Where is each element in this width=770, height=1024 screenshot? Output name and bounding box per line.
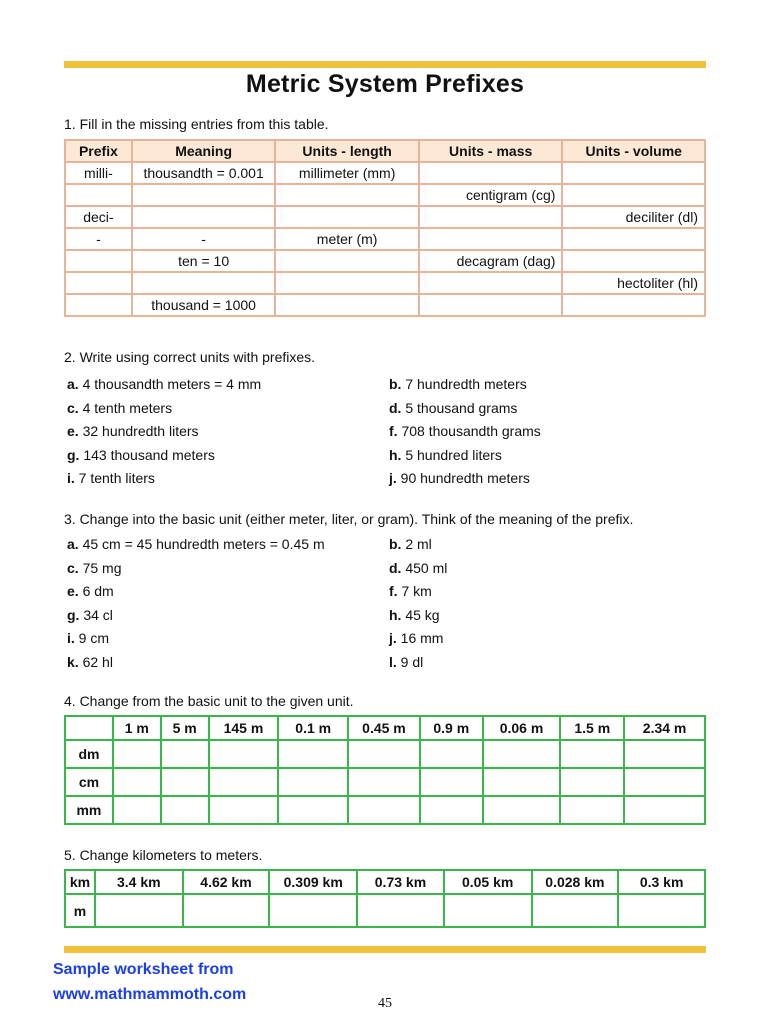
exercise-item: [389, 560, 447, 576]
answer-cell[interactable]: [278, 768, 348, 796]
corner-cell: [65, 716, 113, 740]
answer-cell[interactable]: [183, 894, 270, 927]
prefix-cell[interactable]: [275, 206, 419, 228]
exercise-item: [389, 630, 443, 646]
exercise-text: 4 thousandth meters = 4 mm: [82, 376, 262, 392]
km-conversion-table: [64, 869, 706, 928]
answer-cell[interactable]: [269, 894, 357, 927]
answer-cell[interactable]: [161, 796, 209, 824]
km-header: 3.4 km: [95, 870, 183, 894]
question-2-text: 2. Write using correct units with prefixes.: [64, 349, 316, 365]
exercise-item: [67, 583, 114, 599]
meter-header: 5 m: [161, 716, 209, 740]
exercise-label: i.: [67, 630, 75, 647]
answer-cell[interactable]: [113, 796, 161, 824]
prefix-cell[interactable]: milli-: [65, 162, 132, 184]
exercise-text: 5 hundred liters: [405, 446, 502, 463]
answer-cell[interactable]: [618, 894, 705, 927]
prefix-cell[interactable]: [419, 206, 563, 228]
exercise-text: 32 hundredth liters: [82, 423, 199, 440]
prefix-cell[interactable]: [132, 206, 276, 228]
answer-cell[interactable]: [420, 740, 483, 768]
m-label: m: [65, 894, 95, 927]
exercise-label: h.: [389, 446, 402, 463]
prefix-cell[interactable]: [65, 184, 132, 206]
question-3-exercises: [64, 536, 706, 678]
exercise-item: [67, 560, 122, 576]
answer-cell[interactable]: [532, 894, 619, 927]
prefix-cell[interactable]: [562, 294, 705, 316]
answer-cell[interactable]: [95, 894, 183, 927]
answer-cell[interactable]: [209, 740, 279, 768]
question-5-text: 5. Change kilometers to meters.: [64, 847, 263, 863]
header-prefix: Prefix: [65, 140, 132, 162]
exercise-label: l.: [389, 653, 397, 670]
page-number: 45: [378, 996, 392, 1011]
answer-cell[interactable]: [483, 796, 561, 824]
meter-header: 0.1 m: [278, 716, 348, 740]
exercise-row: [64, 536, 706, 560]
prefix-cell[interactable]: [65, 272, 132, 294]
unit-label: mm: [65, 796, 113, 824]
exercise-text: 45 cm = 45 hundredth meters = 0.45 m: [82, 536, 325, 552]
question-1-text: 1. Fill in the missing entries from this table.: [64, 116, 329, 132]
exercise-label: f.: [389, 423, 398, 440]
exercise-label: e.: [67, 583, 79, 600]
prefix-row: [65, 184, 705, 206]
km-header: 0.3 km: [618, 870, 705, 894]
exercise-label: a.: [67, 376, 79, 392]
prefix-cell[interactable]: millimeter (mm): [275, 162, 419, 184]
answer-cell[interactable]: [161, 740, 209, 768]
question-4-text: 4. Change from the basic unit to the given unit.: [64, 693, 354, 709]
km-header: 0.05 km: [444, 870, 532, 894]
exercise-label: c.: [67, 399, 79, 416]
km-header: 0.028 km: [532, 870, 619, 894]
conversion-table: [64, 715, 706, 825]
prefix-cell[interactable]: ten = 10: [132, 250, 276, 272]
prefix-cell[interactable]: [275, 272, 419, 294]
exercise-item: [67, 447, 215, 463]
exercise-label: g.: [67, 606, 80, 623]
prefix-cell[interactable]: [419, 162, 563, 184]
answer-cell[interactable]: [278, 796, 348, 824]
answer-cell[interactable]: [161, 768, 209, 796]
answer-cell[interactable]: [113, 768, 161, 796]
exercise-text: 75 mg: [82, 559, 122, 576]
prefix-row: [65, 250, 705, 272]
exercise-label: a.: [67, 536, 79, 552]
prefix-cell[interactable]: [419, 294, 563, 316]
answer-cell[interactable]: [420, 768, 483, 796]
prefix-cell[interactable]: [419, 228, 563, 250]
exercise-text: 7 km: [401, 583, 432, 600]
prefix-cell[interactable]: [275, 250, 419, 272]
exercise-item: [389, 470, 530, 486]
exercise-item: [67, 470, 155, 486]
answer-cell[interactable]: [348, 768, 420, 796]
page-title: Metric System Prefixes: [245, 70, 525, 98]
prefix-cell[interactable]: [275, 184, 419, 206]
exercise-item: [389, 376, 527, 392]
prefix-cell[interactable]: -: [65, 228, 132, 250]
exercise-text: 2 ml: [405, 536, 432, 552]
exercise-label: h.: [389, 606, 402, 623]
meter-header: 2.34 m: [624, 716, 705, 740]
exercise-label: k.: [67, 653, 79, 670]
meter-header: 1.5 m: [560, 716, 624, 740]
exercise-label: d.: [389, 559, 402, 576]
prefix-table: [64, 139, 706, 317]
prefix-cell[interactable]: -: [132, 228, 276, 250]
prefix-cell[interactable]: [562, 228, 705, 250]
answer-cell[interactable]: [348, 796, 420, 824]
prefix-cell[interactable]: [562, 162, 705, 184]
prefix-cell[interactable]: [419, 272, 563, 294]
exercise-label: i.: [67, 470, 75, 487]
exercise-text: 7 tenth liters: [78, 470, 155, 487]
prefix-cell[interactable]: [65, 294, 132, 316]
prefix-cell[interactable]: [562, 250, 705, 272]
exercise-label: f.: [389, 583, 398, 600]
exercise-item: [67, 400, 172, 416]
credit-link[interactable]: www.mathmammoth.com: [53, 986, 247, 1003]
exercise-item: [389, 423, 541, 439]
answer-cell[interactable]: [348, 740, 420, 768]
credit-line-1: Sample worksheet from: [53, 961, 234, 978]
unit-label: dm: [65, 740, 113, 768]
prefix-cell[interactable]: meter (m): [275, 228, 419, 250]
exercise-label: c.: [67, 559, 79, 576]
exercise-item: [389, 583, 432, 599]
km-header: 0.309 km: [269, 870, 357, 894]
exercise-item: [389, 447, 502, 463]
exercise-item: [67, 536, 325, 552]
exercise-item: [67, 607, 113, 623]
answer-cell[interactable]: [113, 740, 161, 768]
meter-header: 1 m: [113, 716, 161, 740]
exercise-text: 34 cl: [83, 606, 113, 623]
bottom-accent-bar: [64, 946, 706, 953]
exercise-row: [64, 654, 706, 678]
exercise-text: 9 cm: [78, 630, 110, 647]
exercise-text: 4 tenth meters: [82, 399, 173, 416]
question-3-text: 3. Change into the basic unit (either meter, liter, or gram). Think of the meaning of the prefix.: [64, 511, 634, 527]
exercise-item: [389, 654, 423, 670]
exercise-text: 6 dm: [82, 583, 114, 600]
header-volume: Units - volume: [562, 140, 705, 162]
prefix-cell[interactable]: thousandth = 0.001: [132, 162, 276, 184]
exercise-row: [64, 400, 706, 424]
answer-cell[interactable]: [560, 740, 624, 768]
exercise-row: [64, 423, 706, 447]
exercise-label: b.: [389, 376, 402, 392]
exercise-text: 9 dl: [400, 653, 424, 670]
exercise-text: 62 hl: [82, 653, 113, 670]
prefix-cell[interactable]: hectoliter (hl): [562, 272, 705, 294]
unit-label: cm: [65, 768, 113, 796]
exercise-item: [67, 630, 109, 646]
prefix-cell[interactable]: centigram (cg): [419, 184, 563, 206]
exercise-item: [67, 423, 199, 439]
exercise-label: e.: [67, 423, 79, 440]
answer-cell[interactable]: [560, 768, 624, 796]
answer-cell[interactable]: [420, 796, 483, 824]
km-label: km: [65, 870, 95, 894]
exercise-row: [64, 447, 706, 471]
answer-cell[interactable]: [209, 768, 279, 796]
meter-header: 145 m: [209, 716, 279, 740]
header-mass: Units - mass: [419, 140, 563, 162]
prefix-row: [65, 294, 705, 316]
prefix-cell[interactable]: [132, 272, 276, 294]
answer-cell[interactable]: [444, 894, 532, 927]
prefix-cell[interactable]: decagram (dag): [419, 250, 563, 272]
prefix-row: [65, 162, 705, 184]
exercise-row: [64, 376, 706, 400]
exercise-text: 90 hundredth meters: [400, 470, 530, 487]
answer-cell[interactable]: [483, 740, 561, 768]
exercise-row: [64, 583, 706, 607]
question-2-exercises: [64, 376, 706, 494]
header-length: Units - length: [275, 140, 419, 162]
meter-header: 0.45 m: [348, 716, 420, 740]
exercise-row: [64, 630, 706, 654]
exercise-text: 5 thousand grams: [405, 399, 518, 416]
exercise-label: g.: [67, 446, 80, 463]
prefix-cell[interactable]: [132, 184, 276, 206]
header-meaning: Meaning: [132, 140, 276, 162]
exercise-label: d.: [389, 399, 402, 416]
exercise-item: [389, 607, 440, 623]
answer-cell[interactable]: [278, 740, 348, 768]
exercise-item: [389, 536, 432, 552]
top-accent-bar: [64, 61, 706, 68]
exercise-row: [64, 560, 706, 584]
exercise-text: 708 thousandth grams: [401, 423, 541, 440]
meter-header: 0.9 m: [420, 716, 483, 740]
exercise-label: j.: [389, 470, 397, 487]
answer-cell[interactable]: [560, 796, 624, 824]
prefix-cell[interactable]: [275, 294, 419, 316]
exercise-text: 7 hundredth meters: [405, 376, 527, 392]
prefix-cell[interactable]: deci-: [65, 206, 132, 228]
prefix-cell[interactable]: [65, 250, 132, 272]
conversion-row: [65, 796, 705, 824]
exercise-text: 143 thousand meters: [83, 446, 215, 463]
exercise-item: [389, 400, 517, 416]
exercise-label: b.: [389, 536, 402, 552]
prefix-row: [65, 206, 705, 228]
km-header: 0.73 km: [357, 870, 444, 894]
prefix-row: [65, 228, 705, 250]
prefix-cell[interactable]: thousand = 1000: [132, 294, 276, 316]
exercise-text: 16 mm: [400, 630, 444, 647]
km-header: 4.62 km: [183, 870, 270, 894]
answer-cell[interactable]: [209, 796, 279, 824]
conversion-row: [65, 768, 705, 796]
meter-header: 0.06 m: [483, 716, 561, 740]
prefix-cell[interactable]: deciliter (dl): [562, 206, 705, 228]
answer-cell[interactable]: [624, 796, 705, 824]
answer-cell[interactable]: [624, 740, 705, 768]
exercise-text: 450 ml: [405, 559, 448, 576]
exercise-row: [64, 470, 706, 494]
exercise-row: [64, 607, 706, 631]
exercise-item: [67, 376, 261, 392]
answer-cell[interactable]: [357, 894, 444, 927]
exercise-label: j.: [389, 630, 397, 647]
answer-cell[interactable]: [483, 768, 561, 796]
prefix-cell[interactable]: [562, 184, 705, 206]
answer-cell[interactable]: [624, 768, 705, 796]
conversion-row: [65, 740, 705, 768]
exercise-item: [67, 654, 113, 670]
exercise-text: 45 kg: [405, 606, 440, 623]
prefix-row: [65, 272, 705, 294]
